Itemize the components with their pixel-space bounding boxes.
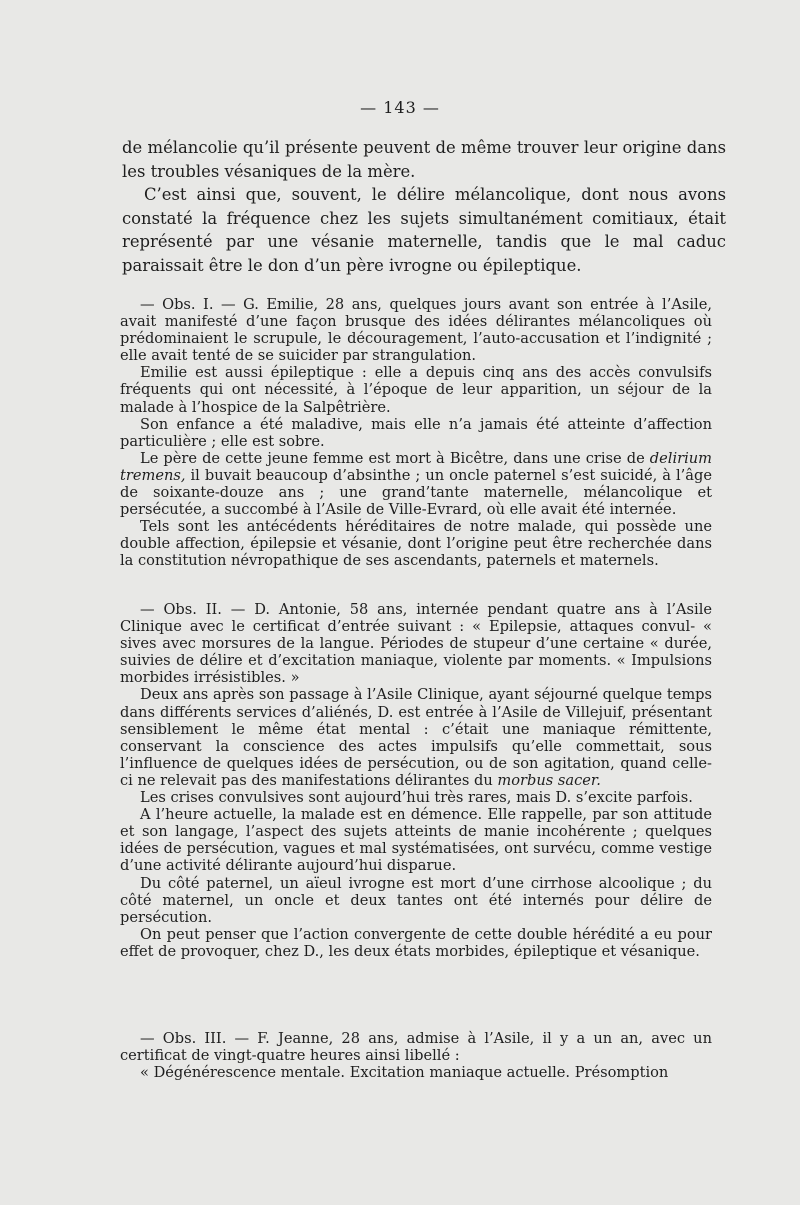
obs2-paragraph: Du côté paternel, un aïeul ivrogne est mort d’une cirrhose alcoolique ; du côté maternel, un oncle et deux tantes ont été internés pour délire de persécution. xyxy=(120,874,712,926)
obs1-italic-term: delirium tremens, xyxy=(120,449,712,484)
page-number: — 143 — xyxy=(360,98,440,117)
obs1-paragraph: Son enfance a été maladive, mais elle n’a jamais été atteinte d’affection particulière ; elle est sobre. xyxy=(120,415,712,450)
intro-paragraph: de mélancolie qu’il présente peuvent de même trouver leur origine dans les troubles vésaniques de la mère. xyxy=(122,138,726,181)
obs3-paragraph: — Obs. III. — F. Jeanne, 28 ans, admise à l’Asile, il y a un an, avec un certificat de vingt-quatre heures ainsi libellé : xyxy=(120,1030,712,1065)
observation-1 xyxy=(120,296,712,570)
obs3-paragraph: « Dégénérescence mentale. Excitation maniaque actuelle. Présomption xyxy=(140,1064,669,1082)
obs2-paragraph xyxy=(120,686,712,789)
obs1-paragraph xyxy=(120,450,712,518)
observation-3 xyxy=(120,1030,712,1081)
obs2-italic-term: morbus sacer. xyxy=(497,771,601,789)
obs1-paragraph: Tels sont les antécédents héréditaires de notre malade, qui possède une double affection, épilepsie et vésanie, dont l’origine peut être recherchée dans la constitution névropathique de ses ascendants, paternels et maternels. xyxy=(120,518,712,570)
obs1-text: Le père de cette jeune femme est mort à Bicêtre, dans une crise de xyxy=(140,449,650,467)
obs1-paragraph: Emilie est aussi épileptique : elle a depuis cinq ans des accès convulsifs fréquents qui ont nécessité, à l’époque de leur apparition, un séjour de la malade à l’hospice de la Salpêtrière. xyxy=(120,364,712,416)
obs2-paragraph: On peut penser que l’action convergente de cette double hérédité a eu pour effet de provoquer, chez D., les deux états morbides, épileptique et vésanique. xyxy=(120,925,712,960)
intro-text xyxy=(122,136,726,277)
obs1-paragraph: — Obs. I. — G. Emilie, 28 ans, quelques jours avant son entrée à l’Asile, avait manifesté d’une façon brusque des idées délirantes mélancoliques où prédominaient le scrupule, le découragement, l’auto-accusation et l’indignité ; elle avait tenté de se suicider par strangulation. xyxy=(120,296,712,365)
obs2-paragraph: Les crises convulsives sont aujourd’hui très rares, mais D. s’excite parfois. xyxy=(140,789,693,807)
obs2-text: Deux ans après son passage à l’Asile Clinique, ayant séjourné quelque temps dans différents services d’aliénés, D. est entrée à l’Asile de Villejuif, présentant sensiblement le même état mental : c’était une maniaque rémittente, conservant la conscience des actes impulsifs qu’elle commettait, sous l’influence de quelques idées de persécution, ou de son agitation, quand celle-ci ne relevait pas des manifestations délirantes du xyxy=(120,686,712,789)
obs1-text: il buvait beaucoup d’absinthe ; un oncle paternel s’est suicidé, à l’âge de soixante-douze ans ; une grand’tante maternelle, mélancolique et persécutée, a succombé à l’Asile de Ville-Evrard, où elle avait été internée. xyxy=(120,466,712,519)
observation-2 xyxy=(120,601,712,960)
intro-paragraph: C’est ainsi que, souvent, le délire mélancolique, dont nous avons constaté la fréquence chez les sujets simultanément comitiaux, était représenté par une vésanie maternelle, tandis que le mal caduc paraissait être le don d’un père ivrogne ou épileptique. xyxy=(122,185,726,275)
obs2-paragraph: A l’heure actuelle, la malade est en démence. Elle rappelle, par son attitude et son langage, l’aspect des sujets atteints de manie incohérente ; quelques idées de persécution, vagues et mal systématisées, ont survécu, comme vestige d’une activité délirante aujourd’hui disparue. xyxy=(120,806,712,875)
obs2-paragraph: — Obs. II. — D. Antonie, 58 ans, internée pendant quatre ans à l’Asile Clinique avec le certificat d’entrée suivant : « Epilepsie, attaques convul- « sives avec morsures de la langue. Périodes de stupeur d’une certaine « durée, suivies de délire et d’excitation maniaque, violente par moments. « Impulsions morbides irrésistibles. » xyxy=(120,601,712,687)
